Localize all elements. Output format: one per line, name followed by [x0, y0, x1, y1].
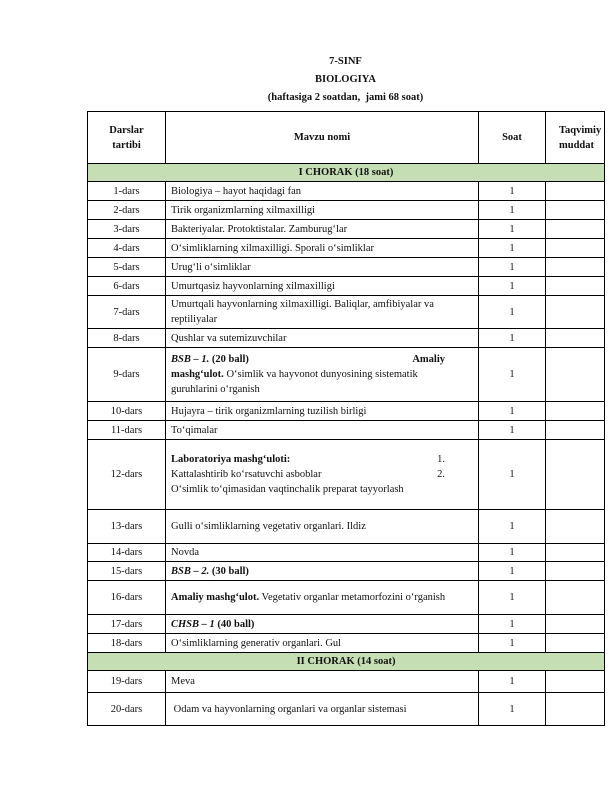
topic-cell [166, 562, 479, 581]
topic-line: To‘qimalar [171, 424, 218, 436]
table-header-row [88, 112, 605, 164]
lesson-number-cell: 9-dars [88, 348, 166, 402]
term-cell [546, 348, 605, 402]
topic-cell [166, 615, 479, 634]
section-row [88, 653, 605, 671]
topic-line: Qushlar va sutemizuvchilar [171, 332, 287, 344]
term-cell [546, 615, 605, 634]
lesson-number-cell: 10-dars [88, 402, 166, 421]
topic-cell [166, 348, 479, 402]
topic-cell [166, 239, 479, 258]
topic-line: BSB – 1. (20 ball) Amaliy [171, 352, 475, 367]
lesson-row [88, 348, 605, 402]
lesson-row [88, 402, 605, 421]
column-header-hours: Soat [479, 112, 546, 164]
topic-line: Bakteriyalar. Protoktistalar. Zamburug‘lar [171, 223, 348, 235]
lesson-row [88, 296, 605, 329]
topic-cell [166, 220, 479, 239]
lesson-row [88, 329, 605, 348]
hours-cell: 1 [479, 693, 546, 726]
lesson-number-cell: 17-dars [88, 615, 166, 634]
hours-cell: 1 [479, 258, 546, 277]
lesson-number-cell: 3-dars [88, 220, 166, 239]
section-label: II CHORAK (14 soat) [88, 653, 605, 671]
lesson-number-cell: 16-dars [88, 581, 166, 615]
topic-line: Hujayra – tirik organizmlarning tuzilish birligi [171, 405, 367, 417]
lesson-row [88, 634, 605, 653]
lesson-row [88, 220, 605, 239]
grade-title: 7-SINF [329, 56, 362, 67]
topic-cell [166, 544, 479, 562]
term-cell [546, 329, 605, 348]
topic-line: Amaliy mashg‘ulot. Vegetativ organlar metamorfozini o‘rganish [171, 592, 446, 603]
hours-cell: 1 [479, 277, 546, 296]
topic-cell [166, 296, 479, 329]
lesson-number-cell: 18-dars [88, 634, 166, 653]
term-cell [546, 277, 605, 296]
hours-cell: 1 [479, 634, 546, 653]
lesson-row [88, 239, 605, 258]
lesson-number-cell: 7-dars [88, 296, 166, 329]
lesson-row [88, 182, 605, 201]
topic-line: Laboratoriya mashg‘uloti: 1. [171, 452, 475, 467]
hours-cell: 1 [479, 296, 546, 329]
column-header-topic: Mavzu nomi [166, 112, 479, 164]
topic-line: guruhlarini o‘rganish [171, 384, 260, 395]
lesson-row [88, 562, 605, 581]
topic-cell [166, 277, 479, 296]
lesson-row [88, 544, 605, 562]
term-cell [546, 296, 605, 329]
topic-line: Odam va hayvonlarning organlari va organlar sistemasi [171, 703, 407, 715]
topic-line: Umurtqali hayvonlarning xilmaxilligi. Baliqlar, amfibiyalar va reptiliyalar [171, 299, 437, 325]
term-cell [546, 634, 605, 653]
lesson-row [88, 440, 605, 510]
lesson-row [88, 693, 605, 726]
subject-title: BIOLOGIYA [315, 74, 376, 85]
topic-line: O‘simliklarning xilmaxilligi. Sporali o‘simliklar [171, 242, 374, 254]
term-cell [546, 220, 605, 239]
topic-cell [166, 182, 479, 201]
lesson-number-cell: 12-dars [88, 440, 166, 510]
hours-cell: 1 [479, 201, 546, 220]
topic-cell [166, 634, 479, 653]
topic-line: mashg‘ulot. O‘simlik va hayvonot dunyosining sistematik [171, 369, 418, 380]
topic-line: Novda [171, 547, 199, 558]
table-body [88, 164, 605, 726]
lesson-row [88, 201, 605, 220]
term-cell [546, 421, 605, 440]
column-header-order: Darslar tartibi [88, 112, 166, 164]
topic-line: Gulli o‘simliklarning vegetativ organlari. Ildiz [171, 521, 366, 532]
topic-line: Biologiya – hayot haqidagi fan [171, 185, 302, 197]
topic-cell [166, 671, 479, 693]
topic-cell [166, 329, 479, 348]
lesson-number-cell: 2-dars [88, 201, 166, 220]
lesson-number-cell: 11-dars [88, 421, 166, 440]
hours-cell: 1 [479, 581, 546, 615]
lesson-row [88, 277, 605, 296]
term-cell [546, 693, 605, 726]
hours-cell: 1 [479, 615, 546, 634]
section-label: I CHORAK (18 soat) [88, 164, 605, 182]
hours-cell: 1 [479, 562, 546, 581]
term-cell [546, 440, 605, 510]
topic-line: Kattalashtirib ko‘rsatuvchi asboblar 2. [171, 467, 475, 482]
topic-line: Umurtqasiz hayvonlarning xilmaxilligi [171, 280, 335, 292]
lesson-row [88, 510, 605, 544]
lesson-row [88, 671, 605, 693]
hours-cell: 1 [479, 402, 546, 421]
term-cell [546, 562, 605, 581]
lesson-number-cell: 20-dars [88, 693, 166, 726]
topic-cell [166, 421, 479, 440]
term-cell [546, 544, 605, 562]
topic-line: O‘simlik to‘qimasidan vaqtinchalik preparat tayyorlash [171, 484, 404, 495]
hours-cell: 1 [479, 421, 546, 440]
topic-cell [166, 258, 479, 277]
topic-cell [166, 402, 479, 421]
document-title-block [87, 53, 604, 107]
lesson-number-cell: 15-dars [88, 562, 166, 581]
hours-cell: 1 [479, 348, 546, 402]
topic-line: Urug‘li o‘simliklar [171, 261, 251, 273]
section-row [88, 164, 605, 182]
lesson-row [88, 581, 605, 615]
term-cell [546, 258, 605, 277]
topic-line-right-label: 2. [437, 469, 445, 480]
hours-cell: 1 [479, 544, 546, 562]
topic-line-right-label: 1. [437, 454, 445, 465]
lesson-number-cell: 13-dars [88, 510, 166, 544]
topic-cell [166, 581, 479, 615]
topic-line: Meva [171, 676, 195, 687]
lesson-number-cell: 19-dars [88, 671, 166, 693]
hours-cell: 1 [479, 440, 546, 510]
lesson-row [88, 421, 605, 440]
term-cell [546, 182, 605, 201]
lesson-row [88, 615, 605, 634]
topic-line: CHSB – 1 (40 ball) [171, 618, 255, 630]
lesson-number-cell: 5-dars [88, 258, 166, 277]
topic-cell [166, 510, 479, 544]
lesson-number-cell: 4-dars [88, 239, 166, 258]
column-header-term: Taqvimiy muddat [546, 112, 605, 164]
lesson-row [88, 258, 605, 277]
hours-cell: 1 [479, 239, 546, 258]
lesson-number-cell: 1-dars [88, 182, 166, 201]
hours-cell: 1 [479, 510, 546, 544]
term-cell [546, 239, 605, 258]
lesson-number-cell: 8-dars [88, 329, 166, 348]
term-cell [546, 402, 605, 421]
lesson-number-cell: 6-dars [88, 277, 166, 296]
term-cell [546, 581, 605, 615]
hours-cell: 1 [479, 182, 546, 201]
topic-cell [166, 693, 479, 726]
hours-cell: 1 [479, 671, 546, 693]
hours-cell: 1 [479, 220, 546, 239]
hours-cell: 1 [479, 329, 546, 348]
topic-cell [166, 201, 479, 220]
term-cell [546, 510, 605, 544]
hours-subtitle: (haftasiga 2 soatdan, jami 68 soat) [267, 92, 424, 103]
topic-line: BSB – 2. (30 ball) [171, 565, 249, 577]
lesson-number-cell: 14-dars [88, 544, 166, 562]
topic-line: Tirik organizmlarning xilmaxilligi [171, 204, 316, 216]
term-cell [546, 201, 605, 220]
topic-line: O‘simliklarning generativ organlari. Gul [171, 637, 342, 649]
topic-line-right-label: Amaliy [412, 354, 445, 365]
term-cell [546, 671, 605, 693]
topic-cell [166, 440, 479, 510]
curriculum-table [87, 111, 605, 726]
